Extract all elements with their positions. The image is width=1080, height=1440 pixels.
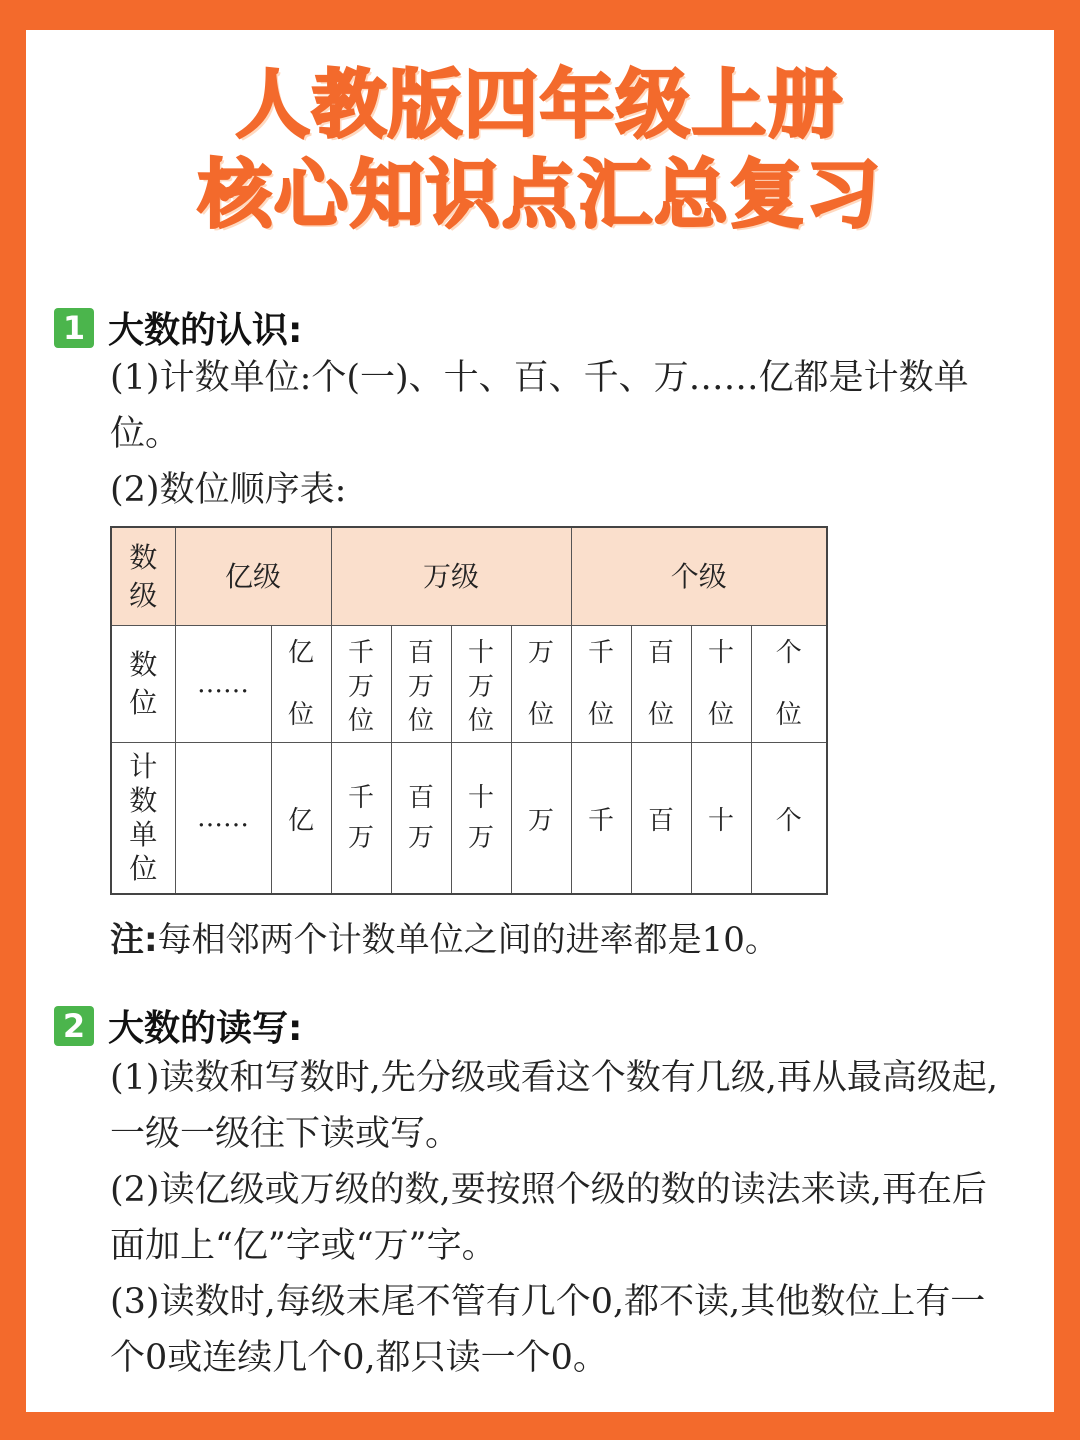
- place-cell: 十 位: [691, 626, 751, 743]
- section-1-paragraph-2: (2)数位顺序表:: [110, 470, 347, 510]
- corner-cell: 数 级: [111, 527, 175, 626]
- row-label-digits: 数 位: [111, 626, 175, 743]
- ellipsis-cell: ……: [175, 743, 271, 895]
- place-cell: 千 位: [571, 626, 631, 743]
- place-cell: 亿 位: [271, 626, 331, 743]
- section-1-paragraph-1: (1)计数单位:个(一)、十、百、千、万……亿都是计数单位。: [110, 358, 969, 454]
- unit-cell: 十 万: [451, 743, 511, 895]
- note-text: 每相邻两个计数单位之间的进率都是10。: [157, 920, 779, 960]
- section-1-title: 大数的认识:: [108, 310, 303, 351]
- place-value-table: [110, 526, 828, 895]
- place-cell: 个 位: [751, 626, 827, 743]
- section-1-badge: 1: [54, 308, 94, 348]
- section-2-paragraph-2: (2)读亿级或万级的数,要按照个级的数的读法来读,再在后面加上“亿”字或“万”字。: [110, 1170, 987, 1266]
- unit-cell: 个: [751, 743, 827, 895]
- page: [26, 30, 1054, 1412]
- section-2-paragraph-1: (1)读数和写数时,先分级或看这个数有几级,再从最高级起,一级一级往下读或写。: [110, 1058, 998, 1154]
- table-row-groups: [111, 527, 827, 626]
- table-note: [110, 912, 779, 961]
- unit-cell: 万: [511, 743, 571, 895]
- group-yi: 亿级: [175, 527, 331, 626]
- unit-cell: 亿: [271, 743, 331, 895]
- title-line-1: 人教版四年级上册: [236, 62, 844, 148]
- note-label: 注:: [110, 920, 158, 960]
- section-2-title: 大数的读写:: [108, 1008, 303, 1049]
- section-2-badge: 2: [54, 1006, 94, 1046]
- unit-cell: 十: [691, 743, 751, 895]
- unit-cell: 千: [571, 743, 631, 895]
- group-ge: 个级: [571, 527, 827, 626]
- unit-cell: 百: [631, 743, 691, 895]
- ellipsis-cell: ……: [175, 626, 271, 743]
- table-row-digit-places: [111, 626, 827, 743]
- row-label-units: 计 数 单 位: [111, 743, 175, 895]
- section-1-header: [54, 302, 302, 353]
- section-2-paragraph-3: (3)读数时,每级末尾不管有几个0,都不读,其他数位上有一个0或连续几个0,都只读一个0。: [110, 1282, 986, 1378]
- place-cell: 百 万 位: [391, 626, 451, 743]
- unit-cell: 百 万: [391, 743, 451, 895]
- place-cell: 万 位: [511, 626, 571, 743]
- section-2-header: [54, 1000, 302, 1051]
- unit-cell: 千 万: [331, 743, 391, 895]
- place-cell: 千 万 位: [331, 626, 391, 743]
- title-line-2: 核心知识点汇总复习: [198, 152, 882, 238]
- place-cell: 十 万 位: [451, 626, 511, 743]
- group-wan: 万级: [331, 527, 571, 626]
- table-row-units: [111, 743, 827, 895]
- place-cell: 百 位: [631, 626, 691, 743]
